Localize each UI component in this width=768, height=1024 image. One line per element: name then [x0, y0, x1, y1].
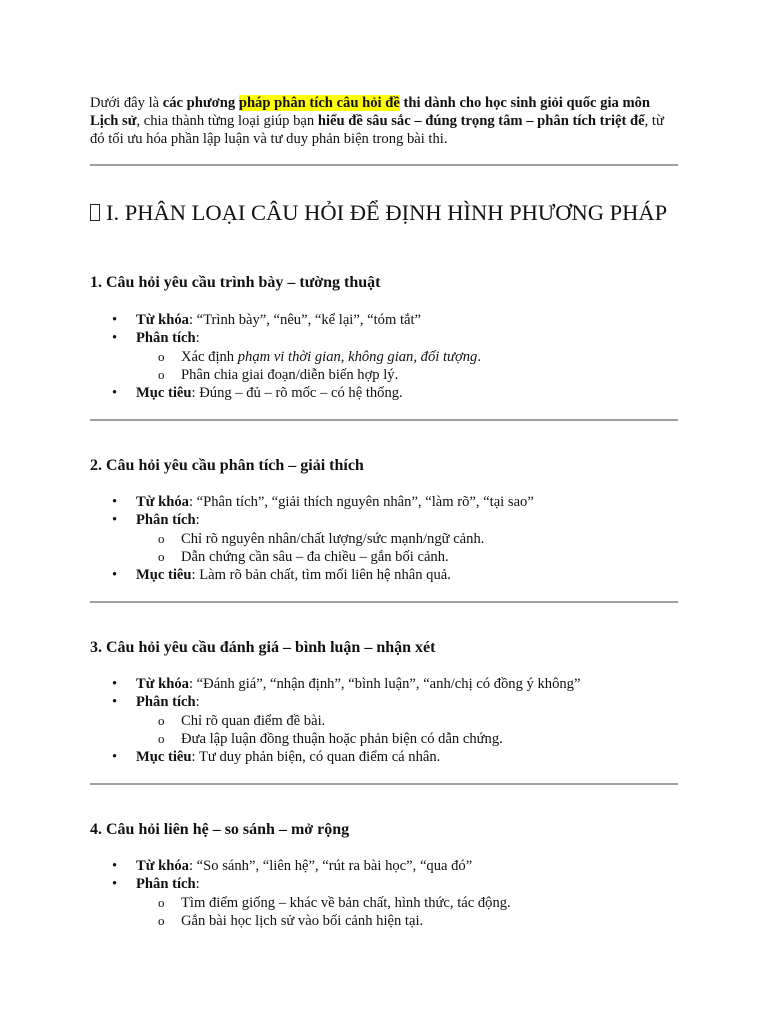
keyword-text: : “So sánh”, “liên hệ”, “rút ra bài học”, “qua đó” — [188, 858, 473, 874]
bullet-icon: • — [112, 512, 118, 529]
analysis-label: Phân tích — [136, 512, 196, 529]
sub-list-item — [90, 730, 690, 748]
sub-item-text: Xác định — [181, 348, 238, 365]
list-item — [90, 857, 690, 875]
intro-paragraph — [90, 94, 680, 148]
sub-item-text: Chỉ rõ quan điểm đề bài. — [181, 712, 326, 729]
sub-item-text: . — [477, 348, 481, 365]
analysis-colon: : — [195, 876, 200, 893]
bullet-icon: • — [112, 385, 118, 402]
subsection-list — [90, 857, 690, 930]
list-item — [90, 384, 690, 402]
bullet-icon: • — [112, 749, 118, 766]
keyword-text: : “Phân tích”, “giải thích nguyên nhân”, “làm rõ”, “tại sao” — [188, 494, 534, 510]
subsection-title: 1. Câu hỏi yêu cầu trình bày – tường thuật — [90, 274, 381, 291]
divider — [90, 419, 678, 421]
analysis-label: Phân tích — [136, 694, 196, 711]
intro-text: , chia thành từng loại giúp bạn — [136, 113, 318, 129]
goal-text: : Làm rõ bản chất, tìm mối liên hệ nhân quả. — [191, 567, 451, 584]
keyword-label: Từ khóa — [136, 676, 189, 692]
keyword-label: Từ khóa — [136, 858, 189, 874]
intro-text: Dưới đây là — [90, 95, 163, 111]
divider — [90, 601, 678, 603]
bullet-icon: • — [112, 312, 118, 328]
bullet-icon: • — [112, 330, 118, 347]
list-item — [90, 511, 690, 529]
section-heading — [90, 199, 690, 227]
goal-label: Mục tiêu — [136, 749, 192, 766]
sub-bullet-icon: o — [158, 712, 165, 728]
intro-text: , từ đó tối ưu hóa phần lập luận và tư duy phản biện trong bài thi. — [90, 113, 664, 147]
list-item — [90, 875, 690, 893]
keyword-label: Từ khóa — [136, 312, 189, 328]
subsection-title: 4. Câu hỏi liên hệ – so sánh – mở rộng — [90, 821, 350, 838]
sub-list-item — [90, 912, 690, 930]
sub-list-item — [90, 348, 690, 366]
subsection-title: 2. Câu hỏi yêu cầu phân tích – giải thích — [90, 457, 364, 474]
sub-item-text: Tìm điểm giống – khác về bản chất, hình thức, tác động. — [181, 894, 511, 911]
list-item — [90, 566, 690, 584]
sub-item-emphasis: phạm vi thời gian, không gian, đối tượng — [237, 348, 478, 365]
divider — [90, 783, 678, 785]
analysis-label: Phân tích — [136, 876, 196, 893]
list-item — [90, 675, 690, 693]
goal-text: : Tư duy phản biện, có quan điểm cá nhân. — [191, 749, 441, 766]
subsection-list — [90, 675, 690, 766]
goal-text: : Đúng – đủ – rõ mốc – có hệ thống. — [191, 385, 403, 402]
keyword-text: : “Trình bày”, “nêu”, “kể lại”, “tóm tắt” — [188, 312, 422, 328]
intro-bold: hiểu đề sâu sắc – đúng trọng tâm – phân tích triệt để — [317, 113, 645, 129]
list-item — [90, 311, 690, 329]
bullet-icon: • — [112, 494, 118, 510]
analysis-label: Phân tích — [136, 330, 196, 347]
intro-bold: các phương — [162, 95, 239, 111]
analysis-colon: : — [195, 330, 200, 347]
sub-list-item — [90, 548, 690, 566]
list-item — [90, 748, 690, 766]
divider — [90, 164, 678, 166]
goal-label: Mục tiêu — [136, 385, 192, 402]
sub-list-item — [90, 366, 690, 384]
sub-bullet-icon: o — [158, 348, 165, 364]
bullet-icon: • — [112, 858, 118, 874]
sub-item-text: Gắn bài học lịch sử vào bối cảnh hiện tại. — [181, 912, 424, 929]
sub-list-item — [90, 530, 690, 548]
goal-label: Mục tiêu — [136, 567, 192, 584]
bullet-icon: • — [112, 567, 118, 584]
analysis-colon: : — [195, 512, 200, 529]
subsection-list — [90, 493, 690, 584]
sub-item-text: Đưa lập luận đồng thuận hoặc phản biện có dẫn chứng. — [181, 730, 503, 747]
intro-bold: thi dành cho học sinh giỏi quốc gia môn Lịch sử — [90, 95, 651, 129]
list-item — [90, 693, 690, 711]
sub-item-text: Chỉ rõ nguyên nhân/chất lượng/sức mạnh/ngữ cảnh. — [181, 530, 485, 547]
sub-item-text: Phân chia giai đoạn/diễn biến hợp lý. — [181, 366, 399, 383]
sub-bullet-icon: o — [158, 530, 165, 546]
sub-bullet-icon: o — [158, 894, 165, 910]
subsection-title: 3. Câu hỏi yêu cầu đánh giá – bình luận – nhận xét — [90, 639, 436, 656]
sub-list-item — [90, 712, 690, 730]
intro-highlight: pháp phân tích câu hỏi đề — [238, 95, 400, 111]
missing-glyph-icon — [90, 204, 100, 221]
sub-item-text: Dẫn chứng cần sâu – đa chiều – gắn bối cảnh. — [181, 548, 449, 565]
sub-bullet-icon: o — [158, 730, 165, 746]
keyword-text: : “Đánh giá”, “nhận định”, “bình luận”, “anh/chị có đồng ý không” — [188, 676, 581, 692]
keyword-label: Từ khóa — [136, 494, 189, 510]
section-heading-text: I. PHÂN LOẠI CÂU HỎI ĐỂ ĐỊNH HÌNH PHƯƠNG PHÁP — [106, 200, 668, 225]
subsection-list — [90, 311, 690, 402]
bullet-icon: • — [112, 676, 118, 692]
sub-list-item — [90, 894, 690, 912]
bullet-icon: • — [112, 694, 118, 711]
list-item — [90, 329, 690, 347]
sub-bullet-icon: o — [158, 912, 165, 928]
sub-bullet-icon: o — [158, 548, 165, 564]
analysis-colon: : — [195, 694, 200, 711]
bullet-icon: • — [112, 876, 118, 893]
sub-bullet-icon: o — [158, 366, 165, 382]
list-item — [90, 493, 690, 511]
